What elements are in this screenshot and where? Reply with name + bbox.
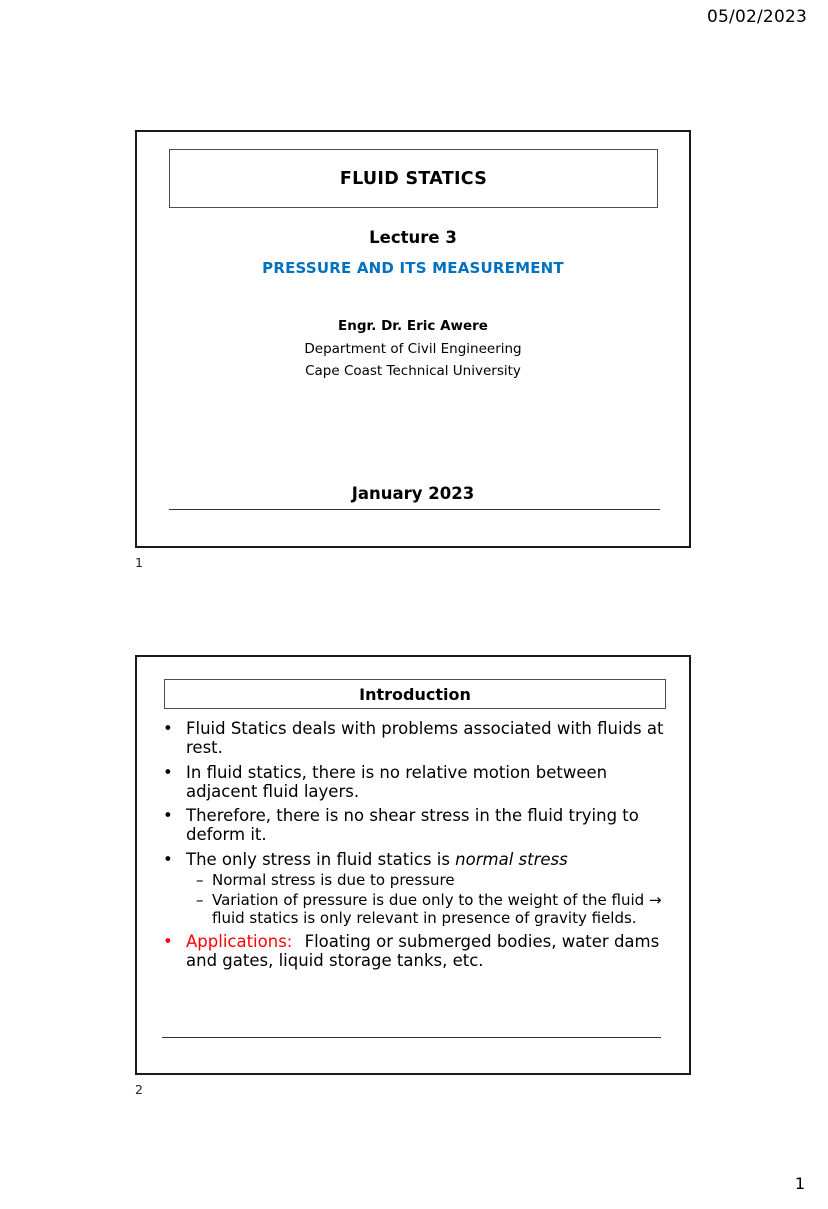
sub-bullet-text: Normal stress is due to pressure xyxy=(212,871,455,890)
slide1-author: Engr. Dr. Eric Awere xyxy=(338,318,488,334)
header-date: 05/02/2023 xyxy=(707,7,807,27)
slide2-number: 2 xyxy=(135,1082,143,1097)
applications-label: Applications: xyxy=(186,932,293,952)
bullet-item-1 xyxy=(160,719,672,758)
bullet-item-3 xyxy=(160,806,672,845)
bullet-marker xyxy=(160,932,186,971)
slide2-divider-line xyxy=(162,1037,661,1038)
slide1-number: 1 xyxy=(135,555,143,570)
bullet-text xyxy=(186,850,672,869)
sub-bullet-marker xyxy=(196,891,212,927)
sub-bullet-item-2 xyxy=(196,891,672,927)
slide1-subtitle: PRESSURE AND ITS MEASUREMENT xyxy=(262,259,564,277)
slide1-university: Cape Coast Technical University xyxy=(305,363,521,379)
bullet-marker xyxy=(160,719,186,758)
slide1-title: FLUID STATICS xyxy=(339,168,488,189)
bullet-marker xyxy=(160,806,186,845)
slide-2 xyxy=(135,655,691,1075)
bullet-item-4 xyxy=(160,850,672,869)
page-number: 1 xyxy=(794,1174,805,1193)
slide1-divider-line xyxy=(169,509,660,510)
slide-1 xyxy=(135,130,691,548)
sub-bullet-item-1 xyxy=(196,871,672,889)
applications-text: Floating or submerged bodies, water dams and gates, liquid storage tanks, etc. xyxy=(186,932,660,971)
slide1-department: Department of Civil Engineering xyxy=(304,341,522,357)
bullet-marker xyxy=(160,763,186,802)
bullet-text: In fluid statics, there is no relative motion between adjacent fluid layers. xyxy=(186,762,608,801)
bullet-item-5 xyxy=(160,932,672,971)
bullet-marker xyxy=(160,850,186,869)
bullet4-italic-text: normal stress xyxy=(455,849,568,869)
bullet-text: Therefore, there is no shear stress in the fluid trying to deform it. xyxy=(186,806,639,845)
sub-bullet-text: Variation of pressure is due only to the weight of the fluid → fluid statics is only relevant in presence of gravity fields. xyxy=(212,891,662,928)
bullet4-normal-text: The only stress in fluid statics is xyxy=(186,849,450,869)
bullet-text: Fluid Statics deals with problems associated with fluids at rest. xyxy=(186,719,664,758)
slide2-body xyxy=(160,719,672,976)
slide1-footer-date: January 2023 xyxy=(351,484,475,503)
sub-bullet-marker xyxy=(196,871,212,889)
slide2-title-box xyxy=(164,679,666,709)
bullet-item-2 xyxy=(160,763,672,802)
slide1-title-box xyxy=(169,149,658,208)
bullet-text xyxy=(186,932,672,971)
slide2-title: Introduction xyxy=(359,684,471,704)
slide1-lecture-heading: Lecture 3 xyxy=(369,228,457,247)
